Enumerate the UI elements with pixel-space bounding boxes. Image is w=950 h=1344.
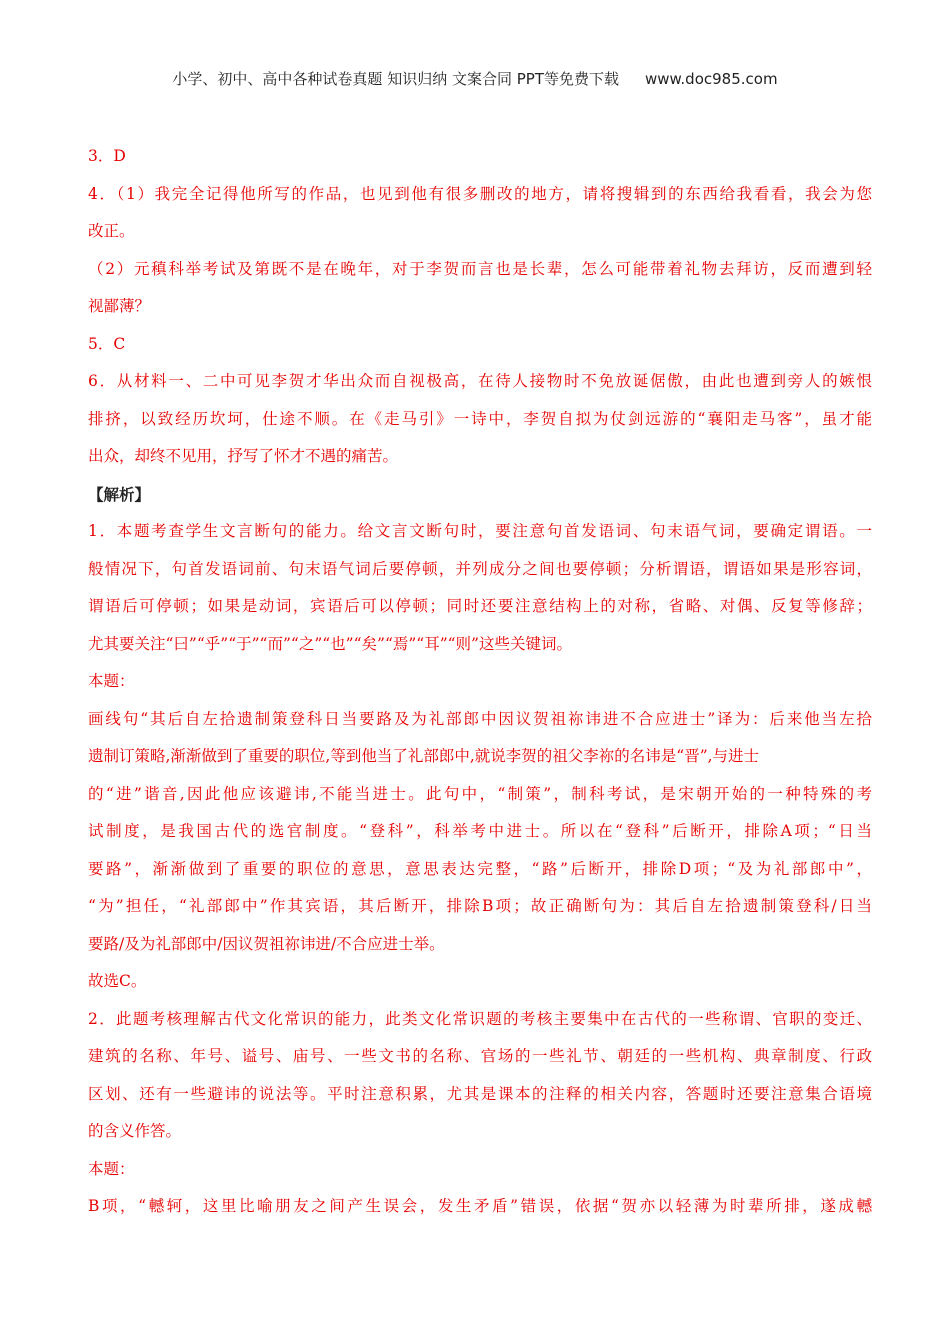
analysis-2-line3: 区划、还有一些避讳的说法等。平时注意积累，尤其是课本的注释的相关内容，答题时还要注意集合语境 — [88, 1084, 872, 1103]
header-url[interactable]: www.doc985.com — [644, 70, 778, 88]
answer-6-line2: 排挤，以致经历坎坷，仕途不顺。在《走马引》一诗中，李贺自拟为仗剑远游的“襄阳走马客”，虽才能 — [88, 409, 872, 428]
analysis-1-body-line3: 的“进”谐音,因此他应该避讳,不能当进士。此句中，“制策”，制科考试，是宋朝开始的一种特殊的考 — [88, 784, 872, 803]
analysis-1-label: 本题： — [88, 672, 135, 690]
answer-4-part1-line2: 改正。 — [88, 222, 135, 240]
analysis-1-line2: 般情况下，句首发语词前、句末语气词后要停顿，并列成分之间也要停顿；分析谓语，谓语如果是形容词， — [88, 559, 872, 578]
analysis-1-conclusion: 故选C。 — [88, 972, 147, 990]
answer-6-line1: 6．从材料一、二中可见李贺才华出众而自视极高，在待人接物时不免放诞倨傲，由此也遭到旁人的嫉恨 — [88, 372, 872, 390]
analysis-1-body-line4: 试制度，是我国古代的选官制度。“登科”，科举考中进士。所以在“登科”后断开，排除A项；“日当 — [88, 822, 872, 840]
analysis-1-line3: 谓语后可停顿；如果是动词，宾语后可以停顿；同时还要注意结构上的对称，省略、对偶、反复等修辞； — [88, 597, 872, 615]
analysis-1-line4: 尤其要关注“曰”“乎”“于”“而”“之”“也”“矣”“焉”“耳”“则”这些关键词。 — [88, 634, 572, 653]
analysis-2-line4: 的含义作答。 — [88, 1122, 182, 1140]
document-body — [88, 138, 872, 1226]
analysis-1-line1: 1．本题考查学生文言断句的能力。给文言文断句时，要注意句首发语词、句末语气词，要确定谓语。一 — [88, 522, 872, 540]
analysis-2-label: 本题： — [88, 1159, 135, 1178]
analysis-1-body-line2: 遗制订策略,渐渐做到了重要的职位,等到他当了礼部郎中,就说李贺的祖父李祢的名讳是“晋”,与进士 — [88, 747, 760, 765]
page-header — [0, 68, 950, 89]
analysis-1-body-line6: “为”担任，“礼部郎中”作其宾语，其后断开，排除B项；故正确断句为：其后自左拾遗制策登科/日当 — [88, 897, 872, 915]
analysis-1-body-line5: 要路”，渐渐做到了重要的职位的意思，意思表达完整，“路”后断开，排除D项；“及为礼部郎中”， — [88, 859, 872, 878]
answer-4-part1-line1: 4．（1）我完全记得他所写的作品，也见到他有很多删改的地方，请将搜辑到的东西给我看看，我会为您 — [88, 184, 872, 203]
answer-4-part2-line1: （2）元稹科举考试及第既不是在晚年，对于李贺而言也是长辈，怎么可能带着礼物去拜访，反而遭到轻 — [88, 259, 872, 278]
analysis-1-body-line1: 画线句“其后自左拾遗制策登科日当要路及为礼部郎中因议贺祖祢讳进不合应进士”译为：后来他当左拾 — [88, 709, 872, 728]
header-text: 小学、初中、高中各种试卷真题 知识归纳 文案合同 PPT等免费下载 — [172, 70, 619, 88]
answer-4-part2-line2: 视鄙薄？ — [88, 297, 151, 315]
analysis-2-body-line1: B项，“轗轲，这里比喻朋友之间产生误会，发生矛盾”错误，依据“贺亦以轻薄为时辈所排，遂成轗 — [88, 1197, 872, 1215]
answer-6-line3: 出众，却终不见用，抒写了怀才不遇的痛苦。 — [88, 447, 399, 465]
analysis-1-body-line7: 要路/及为礼部郎中/因议贺祖祢讳进/不合应进士举。 — [88, 934, 445, 953]
analysis-2-line1: 2．此题考核理解古代文化常识的能力，此类文化常识题的考核主要集中在古代的一些称谓、官职的变迁、 — [88, 1009, 872, 1028]
analysis-heading: 【解析】 — [88, 484, 151, 504]
analysis-2-line2: 建筑的名称、年号、谥号、庙号、一些文书的名称、官场的一些礼节、朝廷的一些机构、典章制度、行政 — [88, 1047, 872, 1065]
answer-5: 5．C — [88, 334, 126, 353]
answer-3: 3．D — [88, 147, 126, 165]
